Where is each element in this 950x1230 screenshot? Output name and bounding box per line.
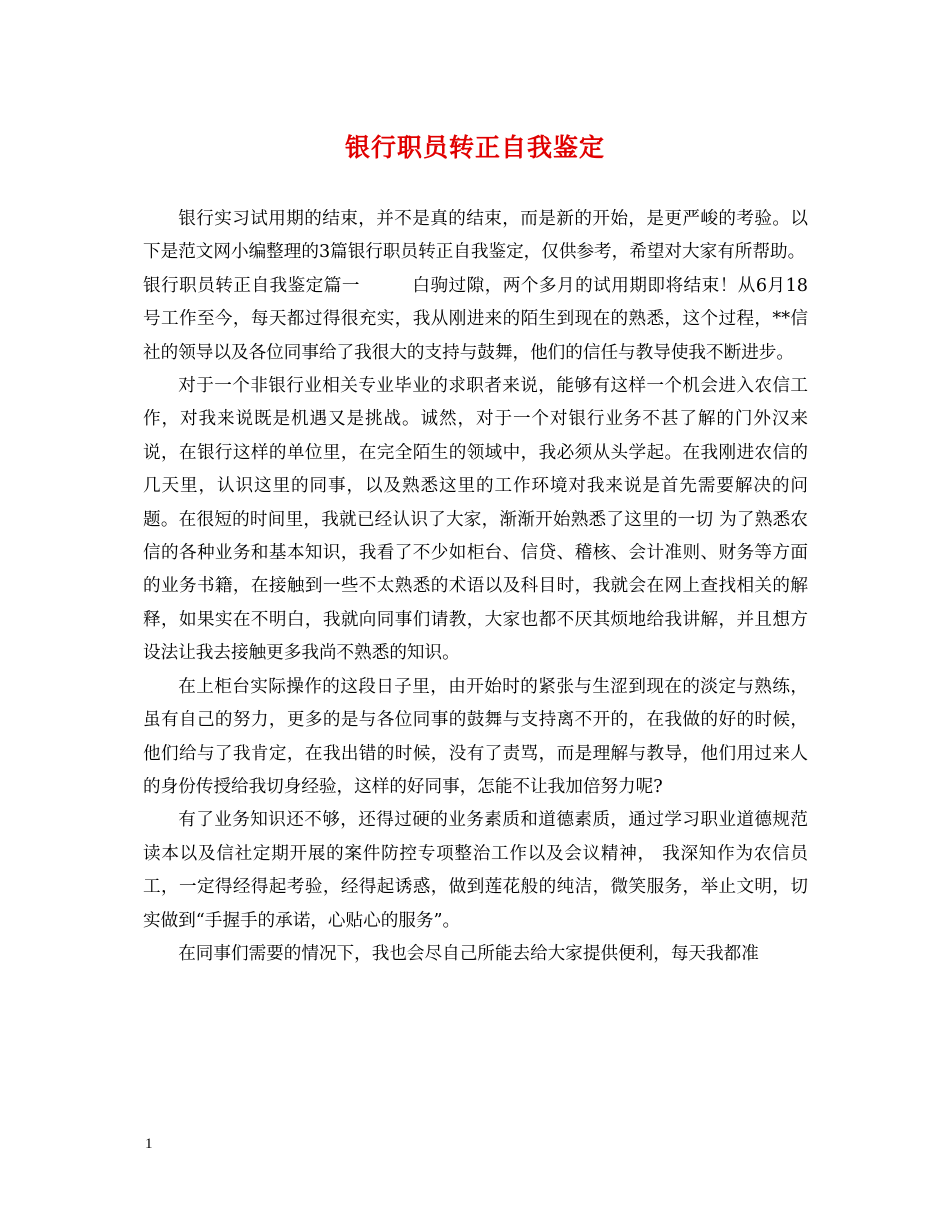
body-paragraph: 对于一个非银行业相关专业毕业的求职者来说，能够有这样一个机会进入农信工作，对我来说既是机遇又是挑战。诚然，对于一个对银行业务不甚了解的门外汉来说，在银行这样的单位里，在完全陌生的领域中，我必须从头学起。在我刚进农信的几天里，认识这里的同事，以及熟悉这里的工作环境对我来说是首先需要解决的问题。在很短的时间里，我就已经认识了大家，渐渐开始熟悉了这里的一切 为了熟悉农信的各种业务和基本知识，我看了不少如柜台、信贷、稽核、会计准则、财务等方面的业务书籍，在接触到一些不太熟悉的术语以及科目时，我就会在网上查找相关的解释，如果实在不明白，我就向同事们请教，大家也都不厌其烦地给我讲解，并且想方设法让我去接触更多我尚不熟悉的知识。: [143, 376, 808, 664]
section-heading: 银行职员转正自我鉴定篇一: [143, 275, 360, 296]
intro-paragraph: 银行实习试用期的结束，并不是真的结束，而是新的开始，是更严峻的考验。以下是范文网小编整理的3篇银行职员转正自我鉴定，仅供参考，希望对大家有所帮助。: [143, 209, 808, 263]
section-first-paragraph: [143, 270, 808, 370]
page-number: 1: [145, 1136, 153, 1152]
body-paragraph: 在同事们需要的情况下，我也会尽自己所能去给大家提供便利，每天我都准: [178, 943, 759, 964]
document-body: [143, 203, 808, 971]
document-title: 银行职员转正自我鉴定: [344, 133, 605, 162]
body-paragraph: 在上柜台实际操作的这段日子里，由开始时的紧张与生涩到现在的淡定与熟练，虽有自己的努力，更多的是与各位同事的鼓舞与支持离不开的，在我做的好的时候，他们给与了我肯定，在我出错的时候，没有了责骂，而是理解与教导，他们用过来人的身份传授给我切身经验，这样的好同事，怎能不让我加倍努力呢?: [143, 676, 808, 797]
section-first-text: 白驹过隙，两个多月的试用期即将结束！从6月18号工作至今，每天都过得很充实，我从刚进来的陌生到现在的熟悉，这个过程，**信社的领导以及各位同事给了我很大的支持与鼓舞，他们的信任与教导使我不断进步。: [143, 275, 808, 363]
body-paragraph: 有了业务知识还不够，还得过硬的业务素质和道德素质，通过学习职业道德规范读本以及信社定期开展的案件防控专项整治工作以及会议精神， 我深知作为农信员工，一定得经得起考验，经得起诱惑，做到莲花般的纯洁，微笑服务，举止文明，切实做到“手握手的承诺，心贴心的服务”。: [143, 810, 808, 931]
